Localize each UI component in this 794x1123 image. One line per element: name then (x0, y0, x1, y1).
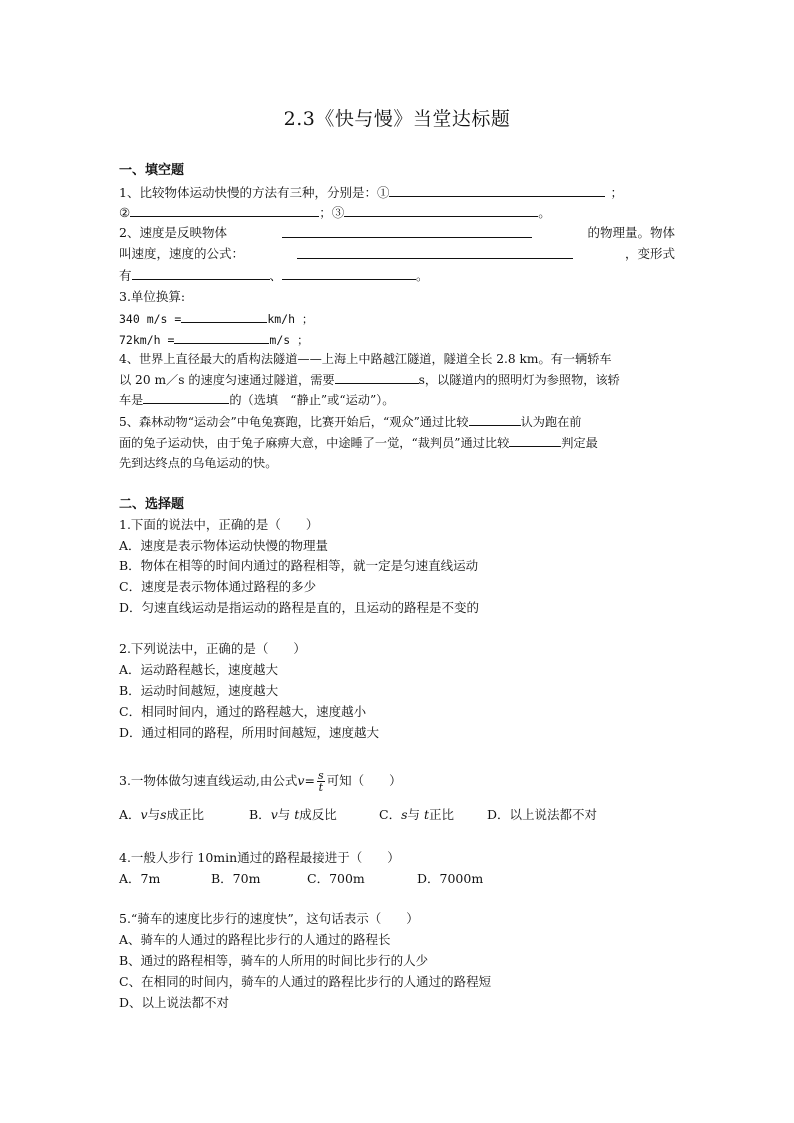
q1-blank-1[interactable] (389, 183, 605, 197)
choice-q1-option-b[interactable]: B．物体在相等的时间内通过的路程相等，就一定是匀速直线运动 (119, 558, 479, 573)
choice-q4-option-d[interactable]: D．7000m (417, 871, 484, 886)
choice-q4-stem: 4.一般人步行 10min通过的路程最接进于（ ） (119, 850, 400, 865)
fill-q2-line3: 有 、 。 (119, 268, 429, 283)
fill-section-heading: 一、填空题 (119, 163, 185, 178)
choice-q5-option-d[interactable]: D、以上说法都不对 (119, 995, 230, 1010)
page-title: 2.3《快与慢》当堂达标题 (283, 108, 511, 130)
choice-q3-options (119, 806, 597, 824)
fill-q3-title: 3.单位换算: (119, 289, 186, 304)
choice-q3-option-b[interactable]: B．v与 t成反比 (249, 807, 337, 822)
q3-blank-ms[interactable] (174, 330, 269, 344)
q1-blank-2[interactable] (130, 203, 319, 217)
q2-blank-variant-1[interactable] (132, 266, 270, 280)
q1-blank-3[interactable] (344, 203, 538, 217)
fill-q3-line2: 72km/h = m/s ； (119, 330, 309, 349)
choice-q3-option-c[interactable]: C．s与 t正比 (379, 807, 455, 822)
fill-q1-line1: 1、比较物体运动快慢的方法有三种，分别是：① ； (119, 185, 623, 200)
fill-q4-line1: 4、世界上直径最大的盾构法隧道——上海上中路越江隧道，隧道全长 2.8 km。有一辆轿车 (119, 352, 612, 366)
fill-q5-line2: 面的兔子运动快，由于兔子麻痹大意，中途睡了一觉，“裁判员”通过比较 判定最 (119, 433, 598, 452)
q4-blank-time[interactable] (335, 370, 419, 384)
choice-q1-option-a[interactable]: A．速度是表示物体运动快慢的物理量 (119, 538, 329, 553)
fill-q2-line1: 2、速度是反映物体 的物理量。物体 (119, 225, 675, 240)
choice-q1-stem: 1.下面的说法中，正确的是（ ） (119, 517, 319, 532)
choice-q5-option-c[interactable]: C、在相同的时间内，骑车的人通过的路程比步行的人通过的路程短 (119, 974, 492, 989)
fill-q1-line2: ② ；③ 。 (119, 205, 551, 220)
choice-q2-stem: 2.下列说法中，正确的是（ ） (119, 641, 306, 656)
q2-blank-variant-2[interactable] (282, 266, 416, 280)
choice-q3-option-d[interactable]: D．以上说法都不对 (487, 807, 598, 822)
fill-q3-line1: 340 m/s = km/h ； (119, 309, 313, 328)
choice-q3-stem: 3.一物体做匀速直线运动,由公式v= $\frac{s}{t}$ 可知（ ） (119, 769, 402, 794)
fill-q5-line3: 先到达终点的乌龟运动的快。 (119, 456, 278, 470)
choice-q4-option-c[interactable]: C．700m (307, 871, 365, 886)
choice-q5-option-a[interactable]: A、骑车的人通过的路程比步行的人通过的路程长 (119, 932, 391, 947)
q5-blank-2[interactable] (509, 433, 561, 447)
velocity-formula-fraction: $\frac{s}{t}$ (317, 769, 324, 794)
choice-q2-option-c[interactable]: C．相同时间内，通过的路程越大，速度越小 (119, 704, 367, 719)
q5-blank-1[interactable] (469, 412, 521, 426)
choice-q4-options (119, 870, 483, 888)
choice-q2-option-b[interactable]: B．运动时间越短，速度越大 (119, 683, 279, 698)
fill-q5-line1: 5、森林动物“运动会”中龟兔赛跑，比赛开始后，“观众”通过比较 认为跑在前 (119, 412, 582, 431)
q4-blank-state[interactable] (143, 390, 229, 404)
choice-q2-option-a[interactable]: A．运动路程越长，速度越大 (119, 662, 279, 677)
choice-q3-option-a[interactable]: A．v与s成正比 (119, 807, 205, 822)
q2-blank-1[interactable] (282, 224, 532, 238)
fill-q2-line2: 叫速度，速度的公式： ，变形式 (119, 246, 675, 261)
choice-q4-option-a[interactable]: A．7m (119, 871, 161, 886)
choice-q1-option-c[interactable]: C．速度是表示物体通过路程的多少 (119, 579, 317, 594)
fill-q4-line2: 以 20 m／s 的速度匀速通过隧道，需要 s，以隧道内的照明灯为参照物，该轿 (119, 370, 620, 389)
fill-q4-line3: 车是 的（选填 “静止”或“运动”）。 (119, 390, 394, 409)
choice-q2-option-d[interactable]: D．通过相同的路程，所用时间越短，速度越大 (119, 725, 380, 740)
choice-q5-option-b[interactable]: B、通过的路程相等，骑车的人所用的时间比步行的人少 (119, 953, 429, 968)
choice-q1-option-d[interactable]: D．匀速直线运动是指运动的路程是直的，且运动的路程是不变的 (119, 600, 480, 615)
choice-q4-option-b[interactable]: B．70m (211, 871, 261, 886)
q3-blank-kmh[interactable] (181, 309, 267, 323)
choice-section-heading: 二、选择题 (119, 497, 185, 512)
q2-blank-formula[interactable] (297, 245, 573, 259)
choice-q5-stem: 5.“骑车的速度比步行的速度快”，这句话表示（ ） (119, 911, 419, 926)
